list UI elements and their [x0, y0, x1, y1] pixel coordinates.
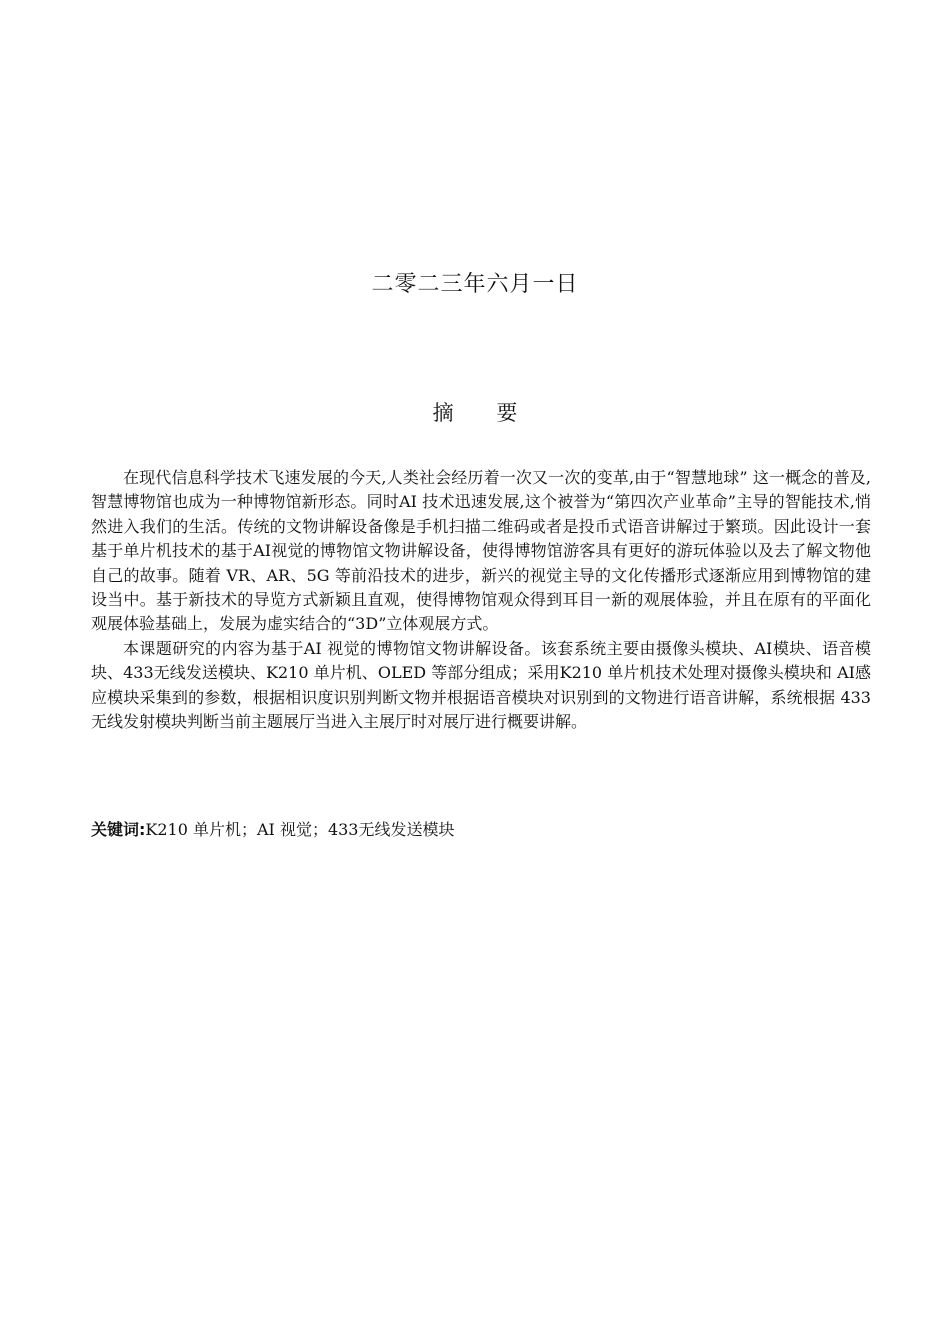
keywords-label: 关键词:	[91, 820, 146, 839]
abstract-body	[91, 466, 871, 734]
abstract-paragraph-1: 在现代信息科学技术飞速发展的今天,人类社会经历着一次又一次的变革,由于“智慧地球” 这一概念的普及,智慧博物馆也成为一种博物馆新形态。同时AI 技术迅速发展,这个被誉为“第四次产业革命”主导的智能技术,悄然进入我们的生活。传统的文物讲解设备像是手机扫描二维码或者是投币式语音讲解过于繁琐。因此设计一套基于单片机技术的基于AI视觉的博物馆文物讲解设备，使得博物馆游客具有更好的游玩体验以及去了解文物他自己的故事。随着 VR、AR、5G 等前沿技术的进步，新兴的视觉主导的文化传播形式逐渐应用到博物馆的建设当中。基于新技术的导览方式新颖且直观，使得博物馆观众得到耳目一新的观展体验，并且在原有的平面化观展体验基础上，发展为虚实结合的“3D”立体观展方式。	[91, 468, 871, 634]
abstract-paragraph-2: 本课题研究的内容为基于AI 视觉的博物馆文物讲解设备。该套系统主要由摄像头模块、AI模块、语音模块、433无线发送模块、K210 单片机、OLED 等部分组成；采用K210 单片机技术处理对摄像头模块和 AI感应模块采集到的参数，根据相识度识别判断文物并根据语音模块对识别到的文物进行语音讲解，系统根据 433无线发射模块判断当前主题展厅当进入主展厅时对展厅进行概要讲解。	[91, 638, 871, 732]
keywords-text: K210 单片机；AI 视觉；433无线发送模块	[145, 820, 455, 839]
document-date: 二零二三年六月一日	[371, 272, 579, 297]
abstract-title: 摘 要	[432, 401, 536, 425]
keywords-line	[91, 818, 871, 842]
